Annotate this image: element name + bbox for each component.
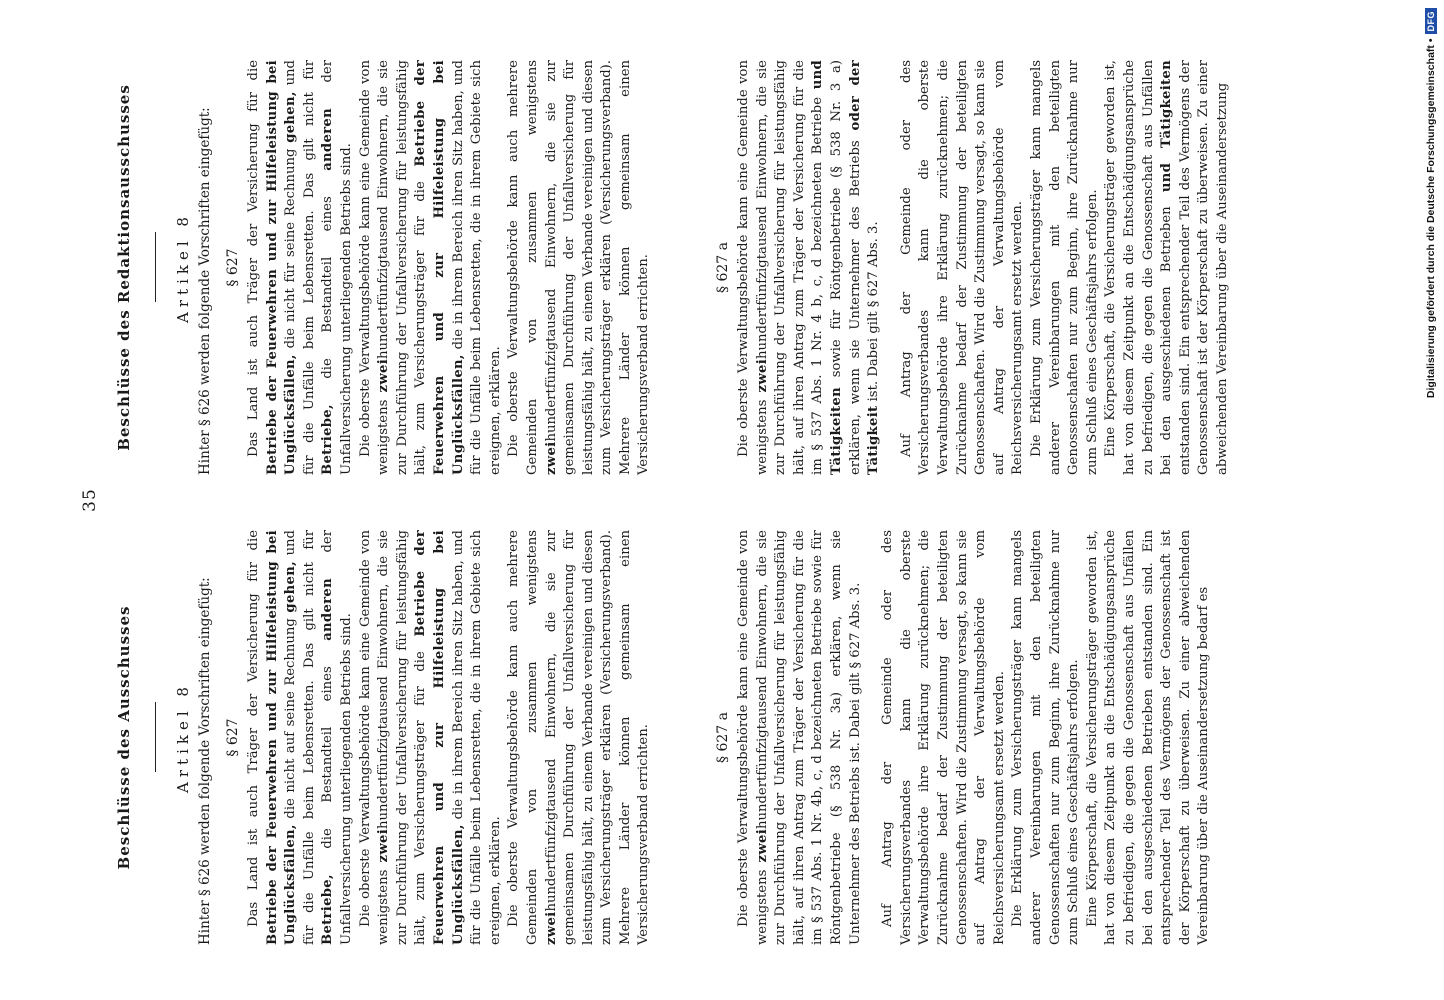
rotated-document-page — [70, 55, 1285, 945]
left-article-heading: Artikel 8 — [174, 682, 192, 793]
right-paragraph-1: Das Land ist auch Träger der Versicherung für die Betriebe der Feuerwehren und zur Hilfeleistung bei Unglücksfällen, die nicht für seine Rechnung gehen, und für die Unfälle beim Lebensretten. Das gilt nicht für Betriebe, die Bestandteil eines anderen der Unfallversicherung unterliegenden Betriebs sind. — [246, 60, 354, 475]
emphasized-text: oder der Tätigkeit — [847, 60, 882, 475]
left-section-627: § 627 — [225, 718, 241, 757]
emphasized-text: Betriebe, — [320, 404, 336, 475]
left-paragraph-1: Das Land ist auch Träger der Versicherung für die Betriebe der Feuerwehren und zur Hilfeleistung bei Unglücksfällen, die nicht auf seine Rechnung gehen, und für die Unfälle beim Lebensretten. Das gilt nicht für Betriebe, die Bestandteil eines anderen der Unfallversicherung unterliegenden Betriebs sind. — [246, 530, 354, 945]
emphasized-text: Betriebe, — [320, 874, 336, 945]
emphasized-text: zwei — [754, 828, 770, 863]
emphasized-text: zwei — [543, 441, 559, 475]
right-section-627a: § 627 a — [715, 242, 732, 293]
emphasized-text: Betriebe der Feuerwehren und zur Hilfeleistung bei Unglücksfällen, — [413, 59, 466, 475]
right-lead-text: Hinter § 626 werden folgende Vorschriften eingefügt: — [197, 107, 213, 475]
emphasized-text: zwei — [376, 828, 392, 863]
emphasized-text: zwei — [543, 911, 559, 945]
right-paragraph-5: Auf Antrag der Gemeinde oder des Versicherungsverbandes kann die oberste Verwaltungsbehörde ihre Erklärung zurücknehmen; die Zurücknahme bedarf der Zustimmung der beteiligten Genossenschaften. Wird die Zustimmung versagt, so kann sie auf Antrag der Verwaltungsbehörde vom Reichsversicherungsamt ersetzt werden. — [898, 60, 1026, 475]
emphasized-text: gehen, — [283, 91, 299, 143]
emphasized-text: gehen, — [283, 561, 299, 613]
dfg-logo: DFG — [1425, 8, 1437, 35]
emphasized-text: und Tätigkeiten — [810, 60, 845, 475]
left-paragraph-5: Auf Antrag der Gemeinde oder des Versicherungsverbandes kann die oberste Verwaltungsbehörde ihre Erklärung zurücknehmen; die Zurücknahme bedarf der Zustimmung der beteiligten Genossenschaften. Wird die Zustimmung versagt, so kann sie auf Antrag der Verwaltungsbehörde vom Reichsversicherungsamt ersetzt werden. — [880, 530, 1007, 945]
digitization-credit — [1420, 8, 1444, 993]
emphasized-text: Betriebe der Feuerwehren und zur Hilfeleistung bei Unglücksfällen, — [264, 60, 299, 475]
left-paragraph-3: Die oberste Verwaltungsbehörde kann auch mehrere Gemeinden von zusammen wenigstens zweihundertfünfzigtausend Einwohnern, die sie zur gemeinsamen Durchführung der Unfallversicherung für leistungsfähig hält, zu einem Verbande vereinigen und diesen zum Versicherungsträger erklären (Versicherungsverband). Mehrere Länder können gemeinsam einen Versicherungsverband errichten. — [506, 530, 652, 945]
left-section-627a: § 627 a — [715, 712, 732, 763]
right-paragraph-6: Die Erklärung zum Versicherungsträger kann mangels anderer Vereinbarungen mit den beteiligten Genossenschaften nur zum Beginn, ihre Zurücknahme nur zum Schluß eines Geschäftsjahrs erfolgen. — [1028, 60, 1100, 475]
emphasized-text: zwei — [754, 358, 770, 393]
emphasized-text: anderen — [320, 108, 336, 171]
right-article-heading: Artikel 8 — [174, 212, 192, 323]
right-title-rule — [155, 233, 156, 303]
left-title-rule — [155, 703, 156, 773]
right-paragraph-4: Die oberste Verwaltungsbehörde kann eine Gemeinde von wenigstens zweihundertfünfzigtausend Einwohnern, die sie zur Durchführung der Unfallversicherung für leistungsfähig hält, auf ihren Antrag zum Träger der Versicherung für die im § 537 Abs. 1 Nr. 4 b, c, d bezeichneten Betriebe und Tätigkeiten sowie für Röntgenbetriebe (§ 538 Nr. 3 a) erklären, wenn sie Unternehmer des Betriebs oder der Tätigkeit ist. Dabei gilt § 627 Abs. 3. — [736, 60, 882, 475]
emphasized-text: Betriebe der Feuerwehren und zur Hilfeleistung bei Unglücksfällen, — [264, 530, 299, 945]
right-paragraph-3: Die oberste Verwaltungsbehörde kann auch mehrere Gemeinden von zusammen wenigstens zweihundertfünfzigtausend Einwohnern, die sie zur gemeinsamen Durchführung der Unfallversicherung für leistungsfähig hält, zu einem Verbande vereinigen und diesen zum Versicherungsträger erklären (Versicherungsverband). Mehrere Länder können gemeinsam einen Versicherungsverband errichten. — [506, 60, 652, 475]
page-number: 35 — [80, 488, 100, 512]
emphasized-text: und Tätigkeiten — [1159, 60, 1175, 193]
emphasized-text: Betriebe der Feuerwehren und zur Hilfeleistung bei Unglücksfällen, — [413, 529, 466, 945]
right-column — [70, 60, 1285, 475]
left-paragraph-2: Die oberste Verwaltungsbehörde kann eine Gemeinde von wenigstens zweihundertfünfzigtausend Einwohnern, die sie zur Durchführung der Unfallversicherung für leistungsfähig hält, zum Versicherungsträger für die Betriebe der Feuerwehren und zur Hilfeleistung bei Unglücksfällen, die in ihrem Bereich ihren Sitz haben, und für die Unfälle beim Lebensretten, die in ihrem Gebiete sich ereignen, erklären. — [357, 529, 503, 945]
left-column — [70, 530, 1285, 945]
right-section-627: § 627 — [225, 248, 241, 287]
emphasized-text: zwei — [376, 358, 392, 393]
right-paragraph-2: Die oberste Verwaltungsbehörde kann eine Gemeinde von wenigstens zweihundertfünfzigtausend Einwohnern, die sie zur Durchführung der Unfallversicherung für leistungsfähig hält, zum Versicherungsträger für die Betriebe der Feuerwehren und zur Hilfeleistung bei Unglücksfällen, die in ihrem Bereich ihren Sitz haben, und für die Unfälle beim Lebensretten, die in ihrem Gebiete sich ereignen, erklären. — [357, 59, 503, 475]
left-lead-text: Hinter § 626 werden folgende Vorschriften eingefügt: — [197, 577, 213, 945]
credit-text: Digitalisierung gefördert durch die Deutsche Forschungsgemeinschaft • — [1425, 38, 1437, 399]
left-paragraph-7: Eine Körperschaft, die Versicherungsträger geworden ist, hat von diesem Zeitpunkt an die Entschädigungsansprüche zu befriedigen, die gegen die Genossenschaft aus Unfällen bei den ausgeschiedenen Betrieben entstanden sind. Ein entsprechender Teil des Vermögens der Genossenschaft ist der Körperschaft zu überweisen. Zu einer abweichenden Vereinbarung über die Auseinandersetzung bedarf es — [1084, 530, 1212, 945]
left-column-title: Beschlüsse des Ausschusses — [115, 605, 133, 870]
left-paragraph-4: Die oberste Verwaltungsbehörde kann eine Gemeinde von wenigstens zweihundertfünfzigtausend Einwohnern, die sie zur Durchführung der Unfallversicherung für leistungsfähig hält, auf ihren Antrag zum Träger der Versicherung für die im § 537 Abs. 1 Nr. 4b, c, d bezeichneten Betriebe sowie für Röntgenbetriebe (§ 538 Nr. 3a) erklären, wenn sie Unternehmer des Betriebs ist. Dabei gilt § 627 Abs. 3. — [736, 530, 863, 945]
emphasized-text: anderen — [320, 578, 336, 641]
right-paragraph-7: Eine Körperschaft, die Versicherungsträger geworden ist, hat von diesem Zeitpunkt an die Entschädigungsansprüche zu befriedigen, die gegen die Genossenschaft aus Unfällen bei den ausgeschiedenen Betrieben und Tätigkeiten entstanden sind. Ein entsprechender Teil des Vermögens der Genossenschaft ist der Körperschaft zu überweisen. Zu einer abweichenden Vereinbarung über die Auseinandersetzung — [1103, 60, 1230, 475]
right-column-title: Beschlüsse des Redaktionsausschusses — [115, 84, 133, 451]
left-paragraph-6: Die Erklärung zum Versicherungsträger kann mangels anderer Vereinbarungen mit den beteiligten Genossenschaften nur zum Beginn, ihre Zurücknahme nur zum Schluß eines Geschäftsjahrs erfolgen. — [1010, 530, 1082, 945]
